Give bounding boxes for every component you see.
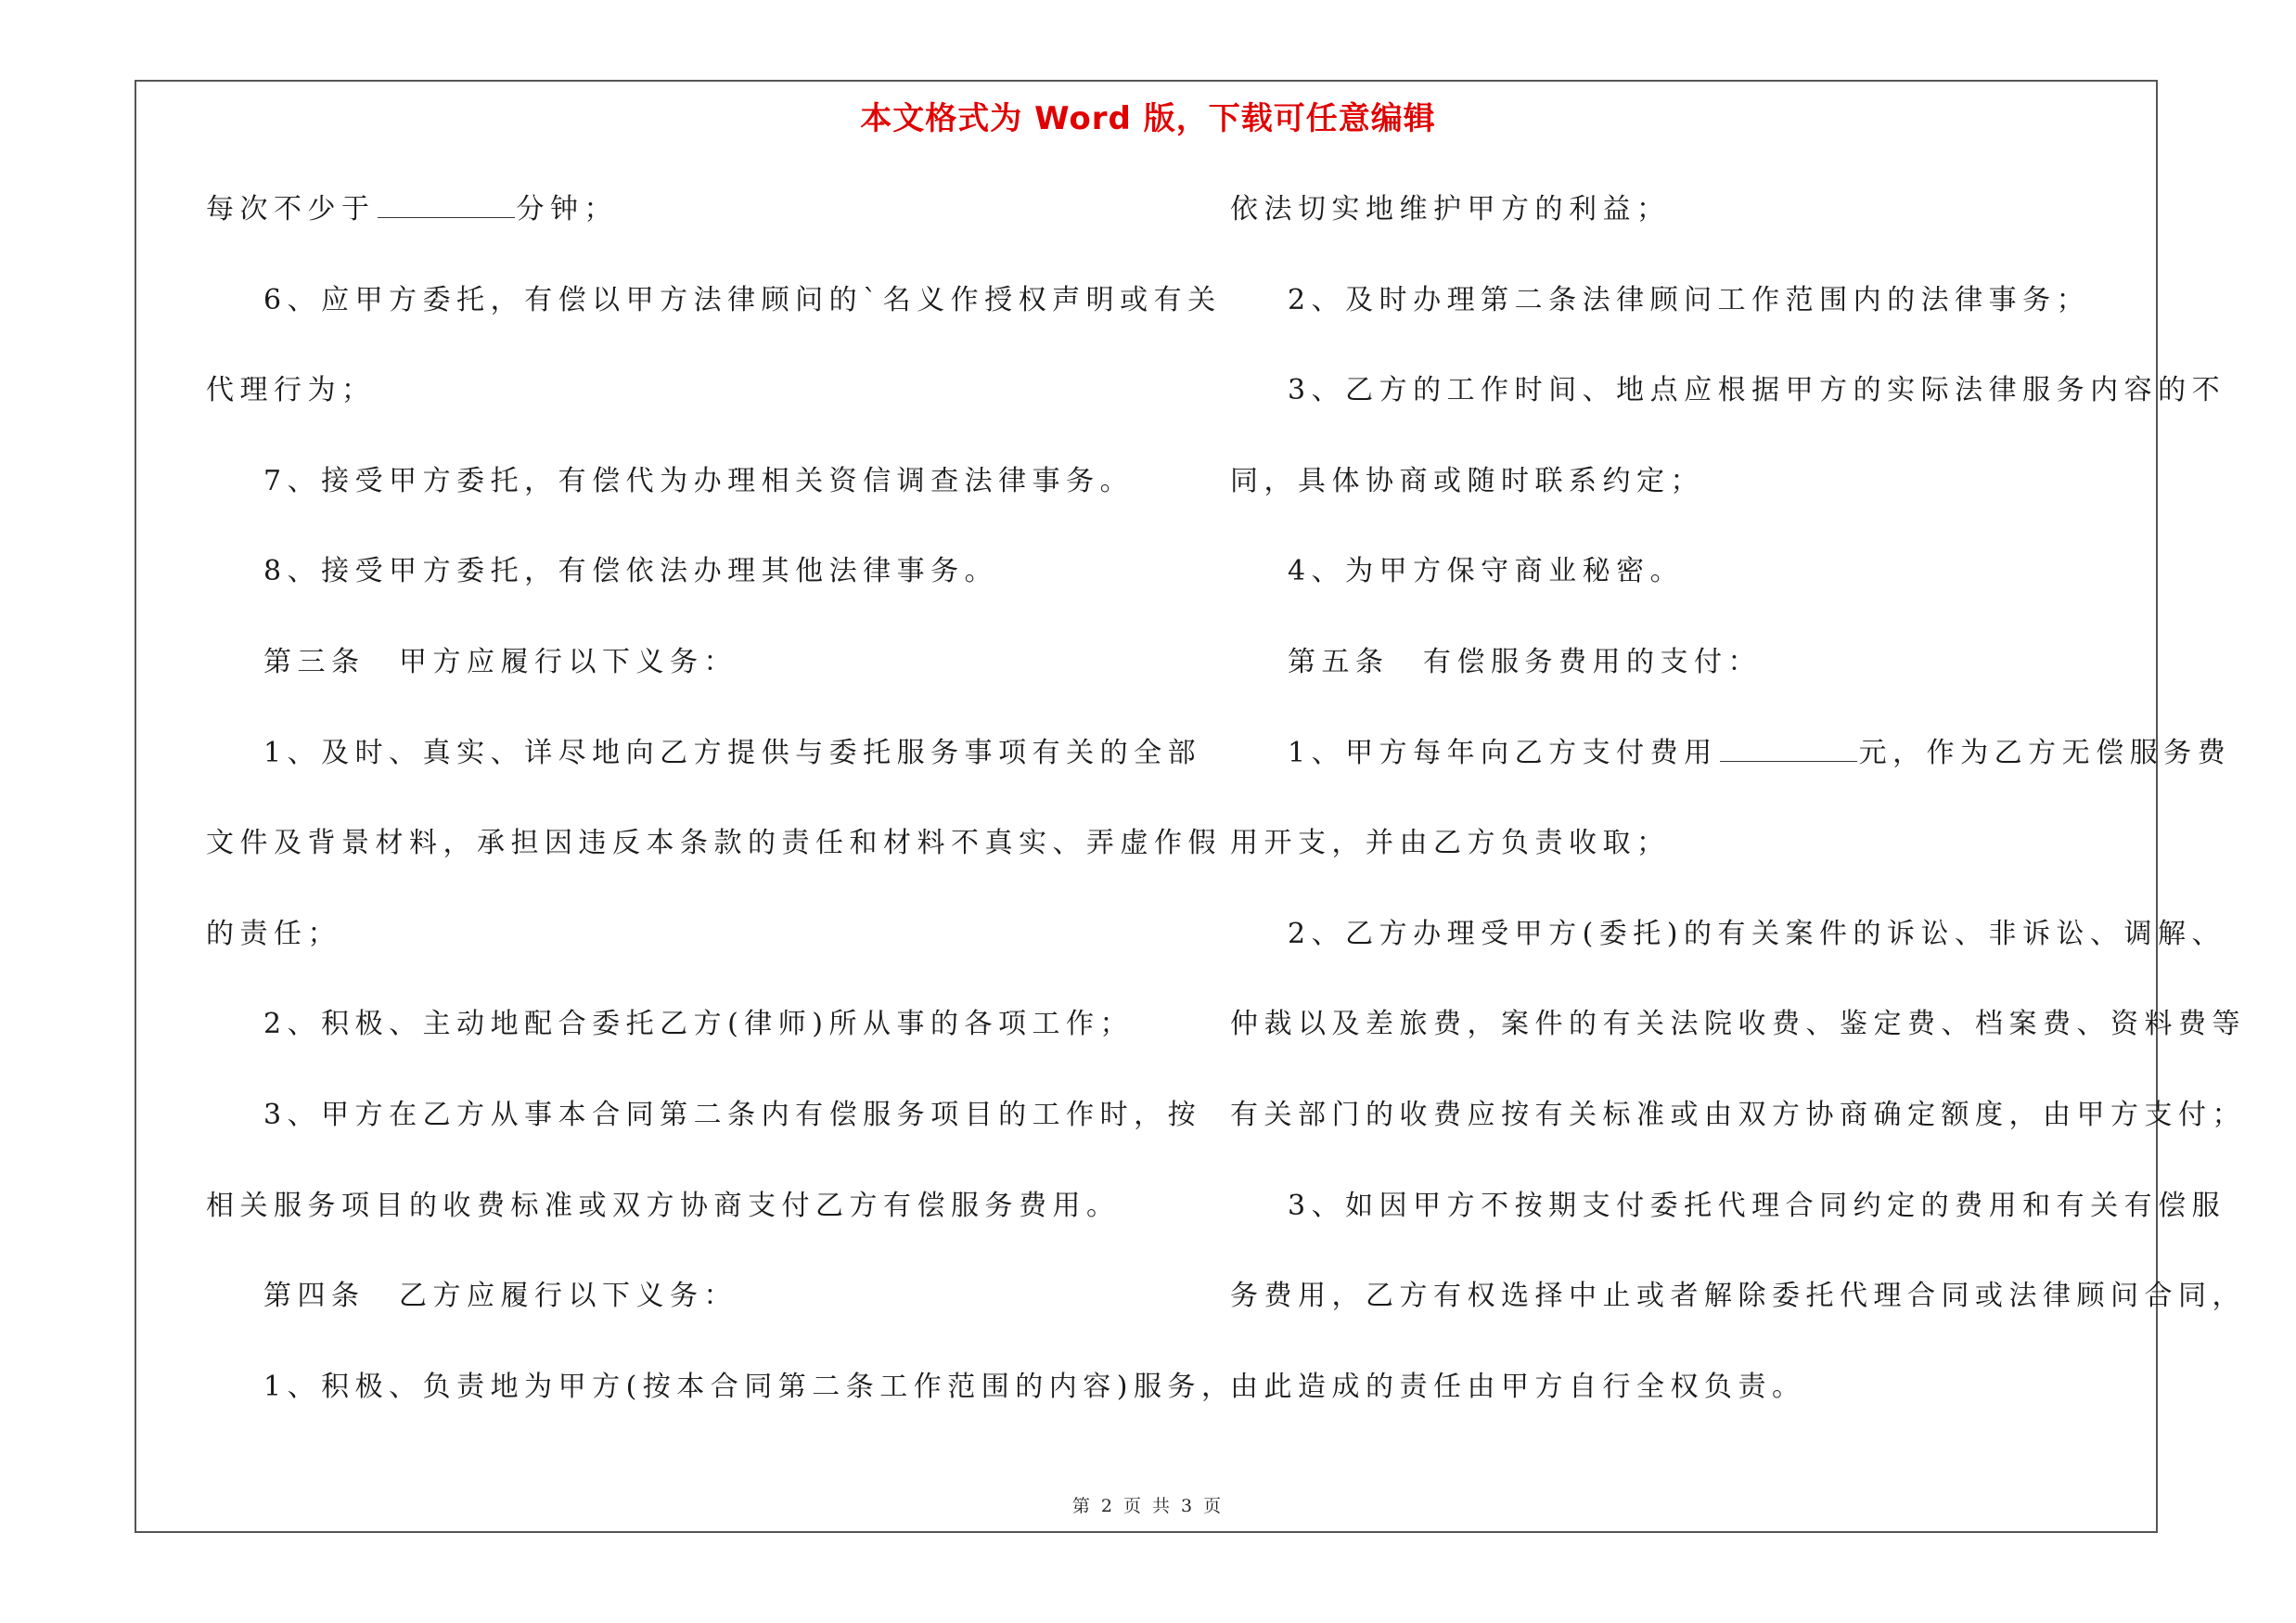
section-heading: 第四条 乙方应履行以下义务： (263, 1280, 738, 1313)
paragraph-line: 有关部门的收费应按有关标准或由双方协商确定额度，由甲方支付； (1230, 1098, 2246, 1131)
paragraph-line: 代理行为； (206, 374, 376, 407)
paragraph-line: 4、为甲方保守商业秘密。 (1288, 555, 1685, 588)
paragraph-line: 3、甲方在乙方从事本合同第二条内有偿服务项目的工作时，按 (263, 1098, 1202, 1131)
right-column (1230, 182, 2246, 1449)
paragraph-line: 文件及背景材料，承担因违反本条款的责任和材料不真实、弄虚作假 (206, 827, 1222, 860)
section-heading: 第三条 甲方应履行以下义务： (263, 645, 738, 678)
paragraph-line: 3、如因甲方不按期支付委托代理合同约定的费用和有关有偿服 (1288, 1189, 2226, 1222)
blank-field (1720, 735, 1857, 762)
paragraph-line: 8、接受甲方委托，有偿依法办理其他法律事务。 (263, 555, 999, 588)
paragraph-line: 7、接受甲方委托，有偿代为办理相关资信调查法律事务。 (263, 464, 1135, 497)
header-banner: 本文格式为 Word 版，下载可任意编辑 (860, 100, 1436, 137)
paragraph-line: 1、积极、负责地为甲方(按本合同第二条工作范围的内容)服务， (263, 1370, 1236, 1403)
paragraph-text: 分钟； (516, 193, 618, 225)
paragraph-line: 仲裁以及差旅费，案件的有关法院收费、鉴定费、档案费、资料费等 (1230, 1008, 2246, 1041)
section-heading: 第五条 有偿服务费用的支付： (1288, 645, 1762, 678)
paragraph-line: 用开支，并由乙方负责收取； (1230, 827, 1671, 860)
paragraph-line (206, 182, 1143, 273)
paragraph-text: 每次不少于 (206, 193, 376, 225)
paragraph-line: 的责任； (206, 917, 341, 950)
paragraph-line: 相关服务项目的收费标准或双方协商支付乙方有偿服务费用。 (206, 1189, 1121, 1222)
paragraph-line: 务费用，乙方有权选择中止或者解除委托代理合同或法律顾问合同， (1230, 1280, 2246, 1313)
paragraph-text: 元，作为乙方无偿服务费 (1858, 736, 2232, 769)
paragraph-line: 同，具体协商或随时联系约定； (1230, 464, 1704, 497)
paragraph-line: 1、及时、真实、详尽地向乙方提供与委托服务事项有关的全部 (263, 736, 1202, 769)
paragraph-text: 1、甲方每年向乙方支付费用 (1288, 736, 1718, 769)
paragraph-line: 由此造成的责任由甲方自行全权负责。 (1230, 1370, 1806, 1403)
paragraph-line: 依法切实地维护甲方的利益； (1230, 193, 1671, 225)
paragraph-line: 6、应甲方委托，有偿以甲方法律顾问的`名义作授权声明或有关 (263, 283, 1222, 316)
paragraph-line: 2、积极、主动地配合委托乙方(律师)所从事的各项工作； (263, 1008, 1134, 1041)
blank-field (378, 191, 515, 218)
left-column (206, 182, 1236, 1449)
paragraph-line: 3、乙方的工作时间、地点应根据甲方的实际法律服务内容的不 (1288, 374, 2226, 407)
paragraph-line: 2、乙方办理受甲方(委托)的有关案件的诉讼、非诉讼、调解、 (1288, 917, 2225, 950)
paragraph-line: 2、及时办理第二条法律顾问工作范围内的法律事务； (1288, 283, 2091, 316)
paragraph-line (1230, 726, 2232, 817)
page-number: 第 2 页 共 3 页 (1071, 1496, 1225, 1516)
